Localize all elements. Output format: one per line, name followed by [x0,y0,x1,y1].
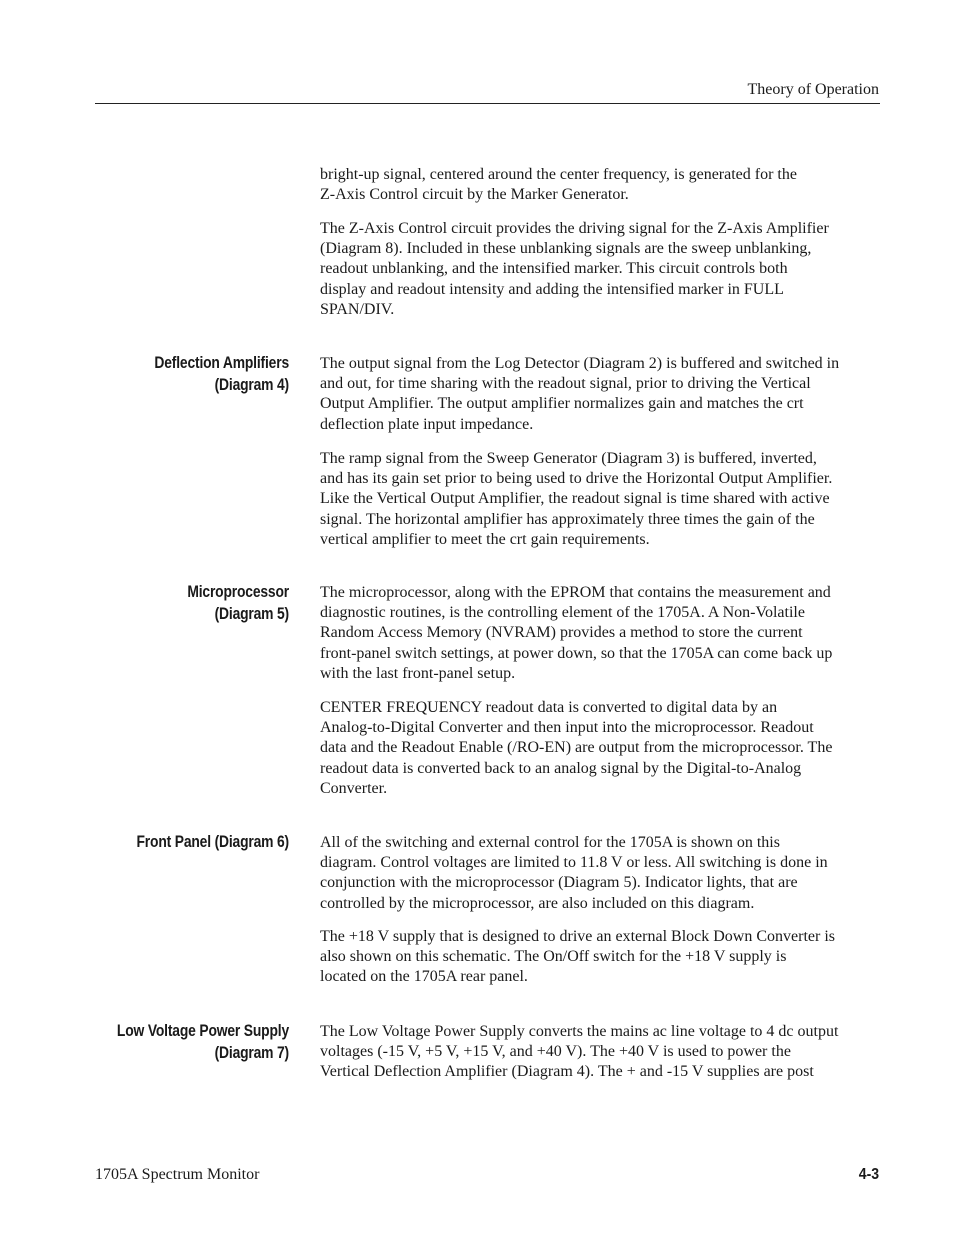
paragraph-front-panel-18v: The +18 V supply that is designed to drive an external Block Down Converter is also shown on this schematic. The On/Off switch for the +18 V supply is located on the 1705A rear panel. [320,928,836,986]
section-heading-microprocessor: Microprocessor (Diagram 5) [187,583,289,623]
footer-page-number: 4-3 [858,1166,879,1183]
paragraph-microprocessor-readout: CENTER FREQUENCY readout data is converted to digital data by an Analog-to-Digital Converter and then input into the microprocessor. Readout data and the Readout Enable (/RO-EN) are output from the microprocessor. The readout data is converted back to an analog signal by the Digital-to-Analog Converter. [320,699,833,797]
paragraph-front-panel-switching: All of the switching and external control for the 1705A is shown on this diagram. Control voltages are limited to 11.8 V or less. All switching is done in conjunction with the microprocessor (Diagram 5). Indicator lights, that are controlled by the microprocessor, are also included on this diagram. [320,834,828,912]
paragraph-low-voltage: The Low Voltage Power Supply converts the mains ac line voltage to 4 dc output voltages (-15 V, +5 V, +15 V, and +40 V). The +40 V is used to power the Vertical Deflection Amplifier (Diagram 4). The + and -15 V supplies are post [320,1023,839,1081]
paragraph-z-axis-control: The Z-Axis Control circuit provides the driving signal for the Z-Axis Amplifier (Diagram 8). Included in these unblanking signals are the sweep unblanking, readout unblanking, and the intensified marker. This circuit controls both display and readout intensity and adding the intensified marker in FULL SPAN/DIV. [320,220,829,318]
paragraph-deflection-ramp: The ramp signal from the Sweep Generator (Diagram 3) is buffered, inverted, and has its gain set prior to being used to drive the Horizontal Output Amplifier. Like the Vertical Output Amplifier, the readout signal is time shared with active signal. The horizontal amplifier has approximately three times the gain of the vertical amplifier to meet the crt gain requirements. [320,450,833,548]
paragraph-deflection-output: The output signal from the Log Detector (Diagram 2) is buffered and switched in and out, for time sharing with the readout signal, prior to driving the Vertical Output Amplifier. The output amplifier normalizes gain and matches the crt deflection plate input impedance. [320,355,840,433]
paragraph-bright-up: bright-up signal, centered around the center frequency, is generated for the Z-Axis Control circuit by the Marker Generator. [320,166,797,204]
paragraph-microprocessor-eprom: The microprocessor, along with the EPROM that contains the measurement and diagnostic routines, is the controlling element of the 1705A. A Non-Volatile Random Access Memory (NVRAM) provides a method to store the current front-panel switch settings, at power down, so that the 1705A can come back up with the last front-panel setup. [320,584,833,682]
section-heading-deflection-amplifiers: Deflection Amplifiers (Diagram 4) [154,354,289,394]
section-heading-front-panel: Front Panel (Diagram 6) [136,833,289,851]
header-rule [95,103,880,104]
footer-manual-title: 1705A Spectrum Monitor [95,1166,260,1183]
running-head-title: Theory of Operation [747,81,879,98]
section-heading-low-voltage-power-supply: Low Voltage Power Supply (Diagram 7) [116,1022,289,1062]
